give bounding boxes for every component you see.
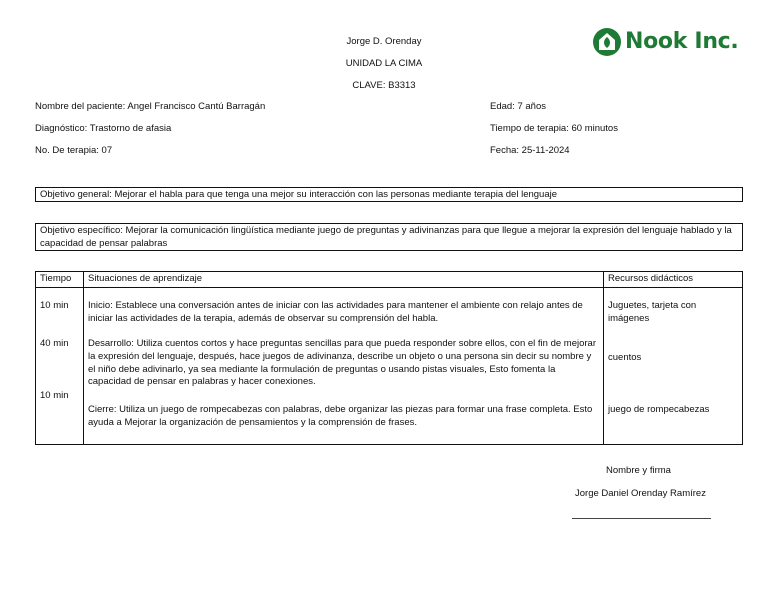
resource-cell: juego de rompecabezas (608, 404, 710, 415)
therapist-name: Jorge D. Orenday (346, 36, 422, 47)
situation-cell: Inicio: Establece una conversación antes de iniciar con las actividades para mantener el ambiente con relajo antes de iniciar las actividades de la terapia, además de observar su comprensión del habla. (88, 300, 583, 324)
table-row (36, 288, 743, 445)
unit-name: UNIDAD LA CIMA (345, 58, 423, 69)
header-resources: Recursos didácticos (604, 272, 743, 288)
header-situations: Situaciones de aprendizaje (84, 272, 604, 288)
header-time: Tiempo (36, 272, 84, 288)
general-objective: Objetivo general: Mejorar el habla para que tenga una mejor su interacción con las personas mediante terapia del lenguaje (35, 187, 743, 202)
time-cell: 40 min (40, 338, 69, 349)
logo-text: Nook Inc. (625, 29, 739, 55)
patient-age: Edad: 7 años (490, 101, 546, 112)
session-plan-table (35, 271, 743, 445)
situations-column (84, 288, 604, 445)
therapy-number: No. De terapia: 07 (35, 145, 113, 156)
resource-cell: Juguetes, tarjeta con imágenes (608, 300, 697, 324)
table-header-row (36, 272, 743, 288)
specific-objective: Objetivo específico: Mejorar la comunicación lingüística mediante juego de preguntas y adivinanzas para que llegue a mejorar la expresión del lenguaje hablado y la capacidad de pensar palabras (35, 223, 743, 251)
time-column (36, 288, 84, 445)
signature-label: Nombre y firma (606, 465, 671, 476)
therapy-date: Fecha: 25-11-2024 (490, 145, 570, 156)
time-cell: 10 min (40, 390, 69, 401)
situation-cell: Cierre: Utiliza un juego de rompecabezas con palabras, debe organizar las piezas para formar una frase completa. Esto ayuda a Mejorar la organización de pensamientos y la comprensión de frases. (88, 404, 593, 428)
leaf-house-icon (592, 27, 622, 57)
resources-column (604, 288, 743, 445)
signature-line (572, 518, 711, 519)
patient-name: Nombre del paciente: Angel Francisco Cantú Barragán (35, 101, 266, 112)
resource-cell: cuentos (608, 352, 642, 363)
situation-cell: Desarrollo: Utiliza cuentos cortos y hace preguntas sencillas para que pueda responder sobre ellos, con el fin de mejorar la expresión del lenguaje, después, hace juegos de adivinanza, describe un objeto o una persona sin decir su nombre y el niño debe adivinarlo, ya sea mediante la formulación de preguntas o usando pistas visuales, Esto fomenta la capacidad de pensar en palabras y hacer conexiones. (88, 338, 596, 388)
company-logo (592, 22, 742, 62)
unit-code: CLAVE: B3313 (352, 80, 416, 91)
diagnosis: Diagnóstico: Trastorno de afasia (35, 123, 172, 134)
time-cell: 10 min (40, 300, 69, 311)
signature-name: Jorge Daniel Orenday Ramírez (575, 488, 706, 499)
therapy-time: Tiempo de terapia: 60 minutos (490, 123, 618, 134)
